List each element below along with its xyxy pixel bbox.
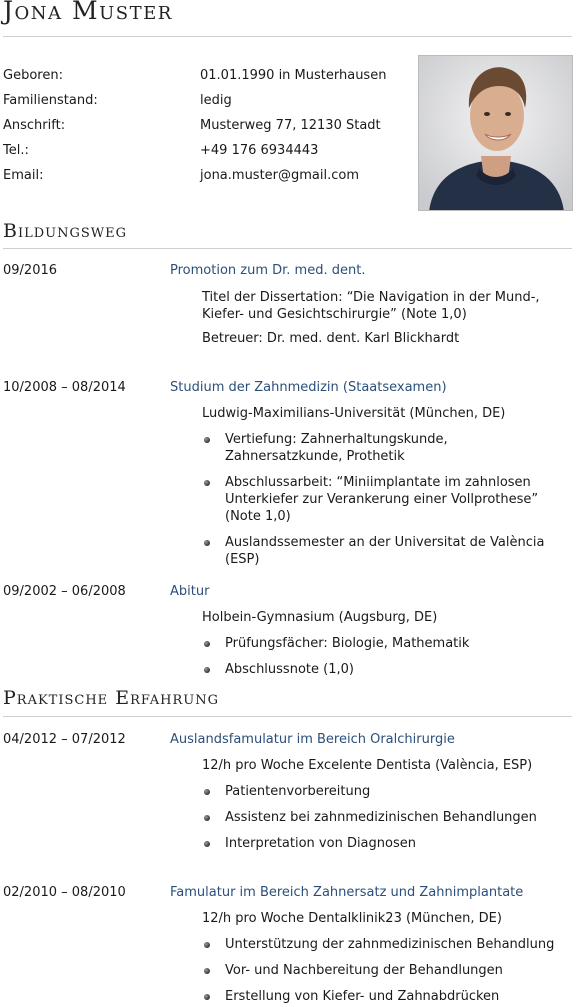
bullet-icon xyxy=(204,641,210,647)
experience-date: 02/2010 – 08/2010 xyxy=(3,885,126,900)
cv-name: Jona Muster xyxy=(3,0,173,25)
list-item: Interpretation von Diagnosen xyxy=(225,836,416,851)
phone-value: +49 176 6934443 xyxy=(200,143,319,158)
list-item: Abschlussnote (1,0) xyxy=(225,662,354,677)
bullet-icon xyxy=(204,994,210,1000)
phone-label: Tel.: xyxy=(3,143,29,158)
section-title-experience: Praktische Erfahrung xyxy=(3,687,219,709)
header-divider xyxy=(3,36,572,37)
portrait-illustration xyxy=(419,56,573,211)
profile-photo xyxy=(418,55,573,211)
education-institution: Ludwig-Maximilians-Universität (München, DE) xyxy=(202,406,506,421)
experience-employer: 12/h pro Woche Excelente Dentista (València, ESP) xyxy=(202,758,533,773)
experience-title: Famulatur im Bereich Zahnersatz und Zahnimplantate xyxy=(170,885,524,900)
education-title: Studium der Zahnmedizin (Staatsexamen) xyxy=(170,380,447,395)
list-item: Erstellung von Kiefer- und Zahnabdrücken xyxy=(225,989,500,1004)
bullet-icon xyxy=(204,815,210,821)
education-divider xyxy=(3,248,572,249)
list-item: Auslandssemester an der Universitat de València (ESP) xyxy=(225,535,545,567)
bullet-icon xyxy=(204,968,210,974)
experience-date: 04/2012 – 07/2012 xyxy=(3,732,126,747)
supervisor: Betreuer: Dr. med. dent. Karl Blickhardt xyxy=(202,331,460,346)
birth-value: 01.01.1990 in Musterhausen xyxy=(200,68,387,83)
bullet-icon xyxy=(204,789,210,795)
list-item: Vor- und Nachbereitung der Behandlungen xyxy=(225,963,503,978)
address-label: Anschrift: xyxy=(3,118,66,133)
email-value: jona.muster@gmail.com xyxy=(200,168,360,183)
bullet-icon xyxy=(204,540,210,546)
section-title-education: Bildungsweg xyxy=(3,220,128,242)
address-value: Musterweg 77, 12130 Stadt xyxy=(200,118,381,133)
education-institution: Holbein-Gymnasium (Augsburg, DE) xyxy=(202,610,438,625)
list-item: Unterstützung der zahnmedizinischen Behandlung xyxy=(225,937,555,952)
experience-divider xyxy=(3,716,572,717)
bullet-icon xyxy=(204,437,210,443)
birth-label: Geboren: xyxy=(3,68,63,83)
education-title: Promotion zum Dr. med. dent. xyxy=(170,263,366,278)
marital-status-value: ledig xyxy=(200,93,232,108)
bullet-icon xyxy=(204,942,210,948)
bullet-icon xyxy=(204,667,210,673)
list-item: Assistenz bei zahnmedizinischen Behandlungen xyxy=(225,810,537,825)
education-date: 09/2016 xyxy=(3,263,58,278)
education-date: 10/2008 – 08/2014 xyxy=(3,380,126,395)
marital-status-label: Familienstand: xyxy=(3,93,98,108)
education-date: 09/2002 – 06/2008 xyxy=(3,584,126,599)
experience-title: Auslandsfamulatur im Bereich Oralchirurgie xyxy=(170,732,455,747)
bullet-icon xyxy=(204,480,210,486)
experience-employer: 12/h pro Woche Dentalklinik23 (München, DE) xyxy=(202,911,502,926)
list-item: Abschlussarbeit: “Miniimplantate im zahnlosen Unterkiefer zur Verankerung einer Vollprothese” (Note 1,0) xyxy=(225,475,539,524)
education-title: Abitur xyxy=(170,584,210,599)
dissertation-title: Titel der Dissertation: “Die Navigation in der Mund-, Kiefer- und Gesichtschirurgie” (Note 1,0) xyxy=(202,290,540,322)
list-item: Vertiefung: Zahnerhaltungskunde, Zahnersatzkunde, Prothetik xyxy=(225,432,448,464)
email-label: Email: xyxy=(3,168,44,183)
list-item: Patientenvorbereitung xyxy=(225,784,371,799)
list-item: Prüfungsfächer: Biologie, Mathematik xyxy=(225,636,470,651)
bullet-icon xyxy=(204,841,210,847)
